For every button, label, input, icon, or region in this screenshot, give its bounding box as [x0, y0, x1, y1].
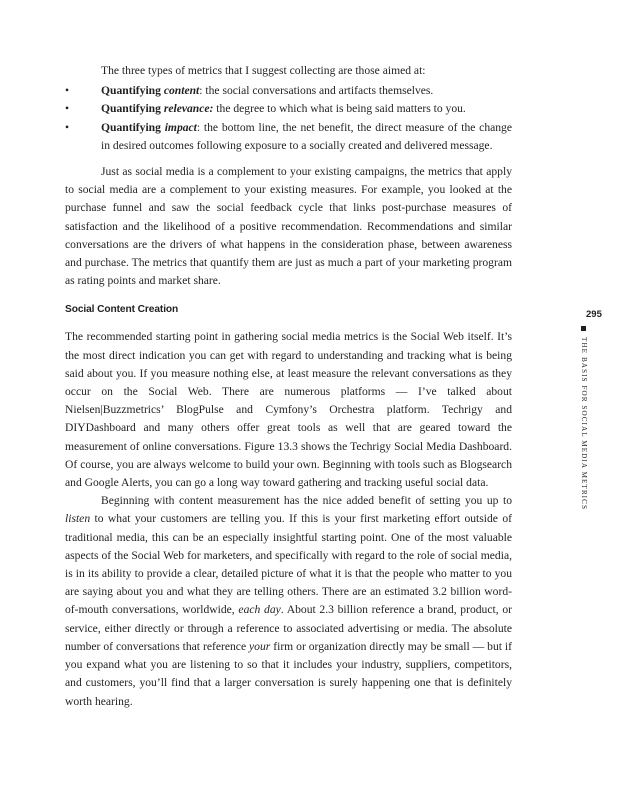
page-number: 295 [586, 309, 602, 320]
paragraph-content-measurement: Beginning with content measurement has the nice added benefit of setting you up to listen to what your customers are telling you. If this is your first marketing effort outside of traditional media, this can be an especially insightful starting point. One of the most valuable aspects of the Social Web for marketers, and specifically with regard to the role of social media, is in its ability to provide a clear, detailed picture of what it is that the people who matter to you are saying about you and what they are telling others. There are an estimated 3.2 billion word-of-mouth conversations, worldwide, each day. About 2.3 billion reference a brand, product, or service, either directly or through a reference to associated advertising or media. The absolute number of conversations that reference your firm or organization directly may be small — but if you expand what you are listening to so that it includes your industry, suppliers, competitors, and customers, you’ll find that a larger conversation is surely happening one that is definitely worth hearing. [65, 494, 512, 708]
intro-paragraph: The three types of metrics that I suggest collecting are those aimed at: [101, 64, 426, 77]
paragraph-complement: Just as social media is a complement to your existing campaigns, the metrics that apply to social media are a complement to your existing measures. For example, you looked at the purchase funnel and saw the social feedback cycle that links post-purchase measures of satisfaction and the likelihood of a positive recommendation. Recommendations and similar conversations are the drivers of what happens in the consideration phase, between awareness and purchase. The metrics that quantify them are just as much a part of your marketing program as rating points and market share. [65, 165, 512, 288]
paragraph-starting-point: The recommended starting point in gathering social media metrics is the Social Web itself. It’s the most direct indication you can get with regard to understanding and tracking what is being said about you. If you measure nothing else, at least measure the relevant conversations as they occur on the Social Web. There are numerous platforms — I’ve talked about Nielsen|Buzzmetrics’ BlogPulse and Cymfony’s Orchestra platform. Techrigy and DIYDashboard and many others offer great tools as well that are geared toward the measurement of online conversations. Figure 13.3 shows the Techrigy Social Media Dashboard. Of course, you are always welcome to build your own. Beginning with tools such as Blogsearch and Google Alerts, you can go a long way toward gathering and tracking useful social data. [65, 330, 512, 490]
list-item: • Quantifying impact: the bottom line, the net benefit, the direct measure of the change in desired outcomes following exposure to a socially created and delivered message. [65, 120, 512, 152]
emphasis-your: your [249, 639, 271, 653]
running-head-text: THE BASIS FOR SOCIAL MEDIA METRICS [580, 337, 588, 511]
emphasis-term: relevance: [163, 102, 214, 116]
bullet-icon: • [65, 102, 70, 116]
bullet-icon: • [65, 120, 70, 134]
emphasis-each-day: each day [238, 603, 281, 617]
section-heading: Social Content Creation [65, 304, 179, 316]
body-text [65, 62, 512, 711]
square-marker-icon [582, 326, 587, 331]
running-head [568, 326, 608, 516]
emphasis-term: impact [164, 120, 197, 134]
list-item: • Quantifying content: the social conversations and artifacts themselves. [65, 82, 512, 100]
metrics-list [65, 82, 512, 155]
list-item: • Quantifying relevance: the degree to which what is being said matters to you. [65, 100, 512, 118]
emphasis-listen: listen [65, 512, 91, 526]
bullet-icon: • [65, 84, 70, 98]
emphasis-term: content [163, 84, 200, 98]
